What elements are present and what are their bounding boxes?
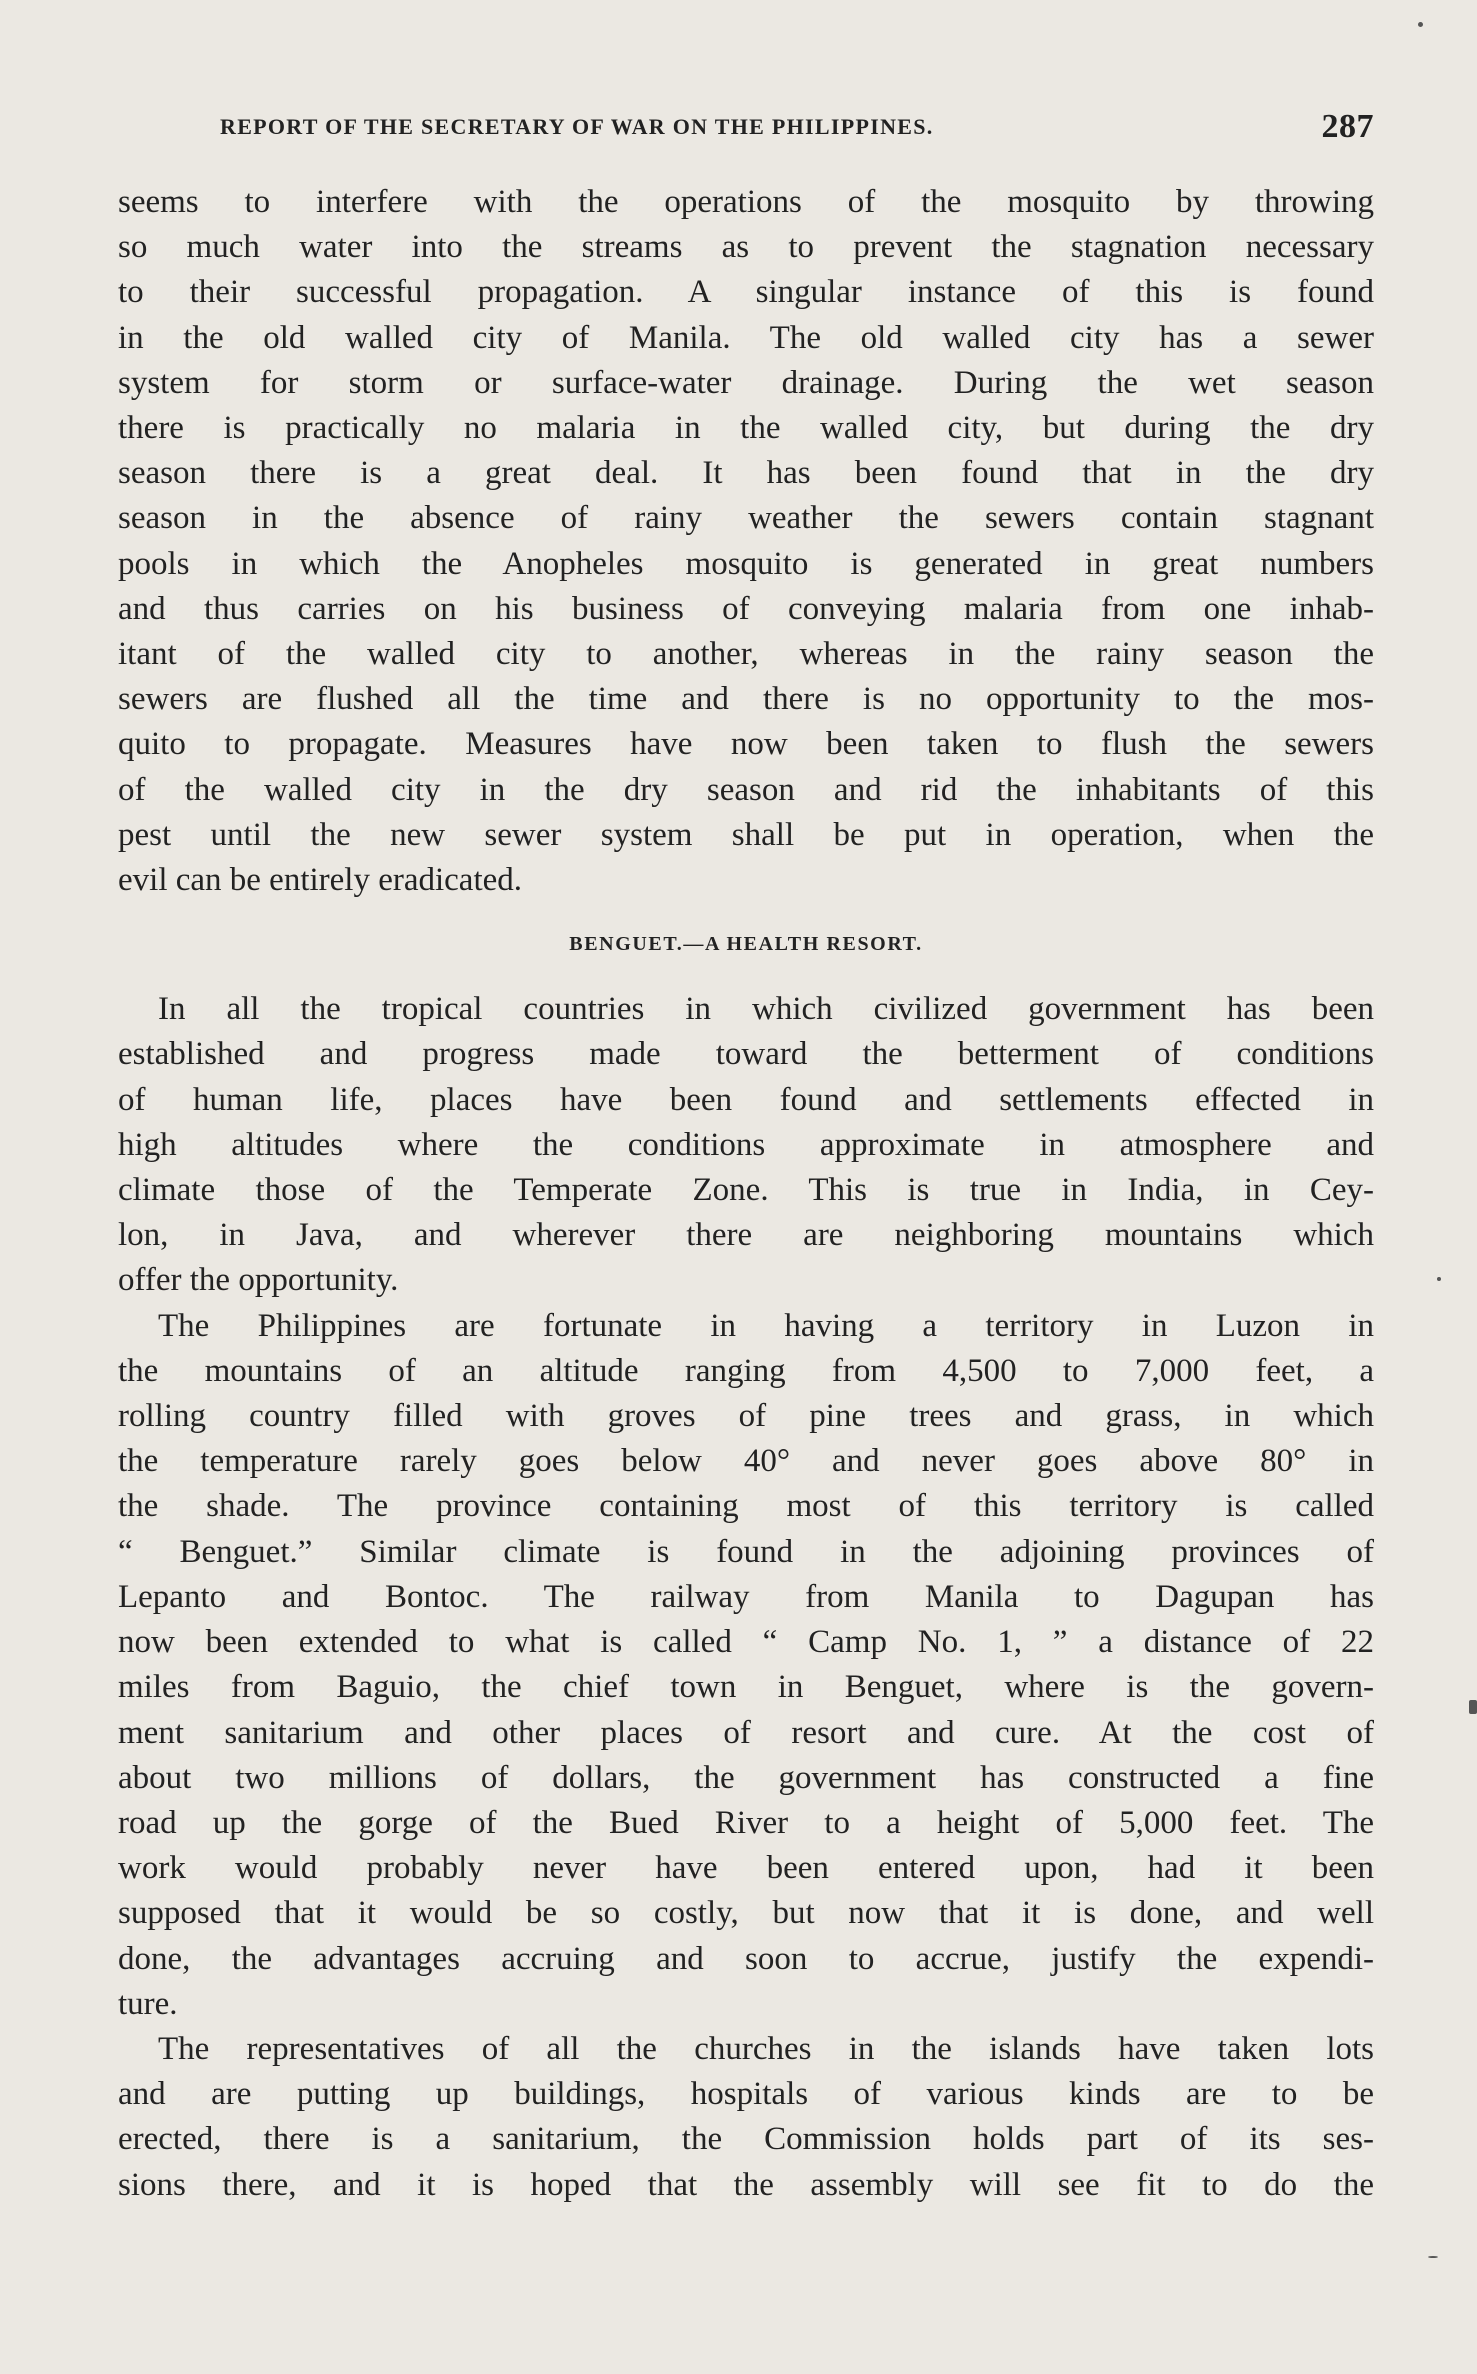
text-line: miles from Baguio, the chief town in Benguet, where is the govern- — [118, 1669, 1374, 1706]
text-line: work would probably never have been entered upon, had it been — [118, 1850, 1374, 1887]
text-line: seems to interfere with the operations of the mosquito by throwing — [118, 184, 1374, 220]
text-line: done, the advantages accruing and soon to accrue, justify the expendi- — [118, 1940, 1374, 1977]
paragraph-tropical-countries — [118, 987, 1374, 1303]
running-title: REPORT OF THE SECRETARY OF WAR ON THE PHILIPPINES. — [220, 114, 934, 139]
text-line: about two millions of dollars, the government has constructed a fine — [118, 1759, 1374, 1796]
text-line: The representatives of all the churches in the islands have taken lots — [158, 2030, 1374, 2067]
scan-speck — [1418, 22, 1423, 27]
text-line: to their successful propagation. A singular instance of this is found — [118, 274, 1374, 311]
text-line: ture. — [118, 1985, 178, 2022]
text-line: sewers are flushed all the time and there is no opportunity to the mos- — [118, 681, 1374, 718]
text-line: quito to propagate. Measures have now been taken to flush the sewers — [118, 726, 1374, 763]
text-line: the temperature rarely goes below 40° and never goes above 80° in — [118, 1443, 1374, 1480]
text-line: Lepanto and Bontoc. The railway from Manila to Dagupan has — [118, 1578, 1374, 1615]
text-line: ment sanitarium and other places of resort and cure. At the cost of — [118, 1714, 1374, 1751]
text-line: erected, there is a sanitarium, the Commission holds part of its ses- — [118, 2121, 1374, 2158]
text-line: rolling country filled with groves of pine trees and grass, in which — [118, 1398, 1374, 1435]
text-line: sions there, and it is hoped that the assembly will see fit to do the — [118, 2166, 1374, 2203]
text-line: The Philippines are fortunate in having a territory in Luzon in — [158, 1307, 1374, 1344]
text-line: of the walled city in the dry season and rid the inhabitants of this — [118, 771, 1374, 808]
scan-speck — [1469, 1700, 1477, 1714]
paragraph-philippines — [118, 1304, 1374, 2027]
text-line: now been extended to what is called “ Camp No. 1, ” a distance of 22 — [118, 1624, 1374, 1661]
text-line: of human life, places have been found and settlements effected in — [118, 1081, 1374, 1118]
text-line: offer the opportunity. — [118, 1262, 399, 1299]
text-line: road up the gorge of the Bued River to a height of 5,000 feet. The — [118, 1804, 1374, 1841]
running-head — [118, 108, 1374, 158]
text-line: lon, in Java, and wherever there are neighboring mountains which — [118, 1217, 1374, 1254]
text-line: and thus carries on his business of conveying malaria from one inhab- — [118, 590, 1374, 627]
text-line: so much water into the streams as to prevent the stagnation necessary — [118, 229, 1374, 266]
text-line: climate those of the Temperate Zone. This is true in India, in Cey- — [118, 1172, 1374, 1209]
text-line: season in the absence of rainy weather the sewers contain stagnant — [118, 500, 1374, 537]
scan-speck — [1428, 2256, 1438, 2258]
text-line: season there is a great deal. It has been found that in the dry — [118, 455, 1374, 492]
paragraph-malaria — [118, 180, 1374, 903]
page-number: 287 — [1321, 108, 1374, 145]
text-line: the mountains of an altitude ranging from 4,500 to 7,000 feet, a — [118, 1352, 1374, 1389]
text-line: in the old walled city of Manila. The old walled city has a sewer — [118, 319, 1374, 356]
text-line: In all the tropical countries in which civilized government has been — [158, 991, 1374, 1028]
text-line: supposed that it would be so costly, but now that it is done, and well — [118, 1895, 1374, 1932]
section-heading: BENGUET.—A HEALTH RESORT. — [569, 933, 923, 956]
text-line: there is practically no malaria in the walled city, but during the dry — [118, 410, 1374, 447]
text-line: pools in which the Anopheles mosquito is generated in great numbers — [118, 545, 1374, 582]
text-line: pest until the new sewer system shall be put in operation, when the — [118, 816, 1374, 853]
book-page — [118, 108, 1374, 2208]
text-line: established and progress made toward the betterment of conditions — [118, 1036, 1374, 1073]
text-line: “ Benguet.” Similar climate is found in the adjoining provinces of — [118, 1533, 1374, 1570]
paragraph-churches — [118, 2027, 1374, 2208]
text-line: itant of the walled city to another, whereas in the rainy season the — [118, 636, 1374, 673]
text-line: evil can be entirely eradicated. — [118, 862, 523, 899]
text-line: system for storm or surface-water drainage. During the wet season — [118, 364, 1374, 401]
text-line: high altitudes where the conditions approximate in atmosphere and — [118, 1126, 1374, 1163]
scan-speck — [1437, 1277, 1441, 1281]
text-line: the shade. The province containing most of this territory is called — [118, 1488, 1374, 1525]
text-line: and are putting up buildings, hospitals of various kinds are to be — [118, 2076, 1374, 2113]
